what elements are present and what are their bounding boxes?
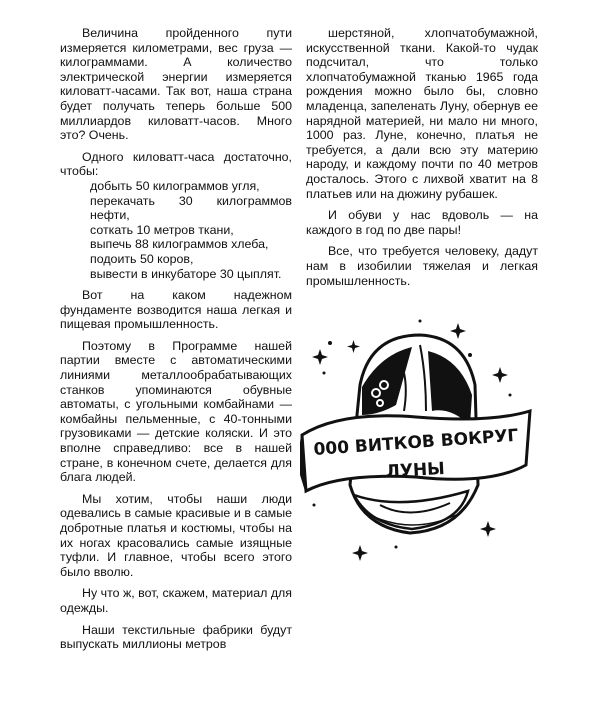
star-icon xyxy=(492,367,508,383)
ribbon-text-line2: ЛУНЫ xyxy=(385,458,446,482)
star-icon xyxy=(347,340,360,353)
star-icon xyxy=(312,349,328,365)
list-item: соткать 10 метров ткани, xyxy=(90,222,234,237)
paragraph: Наши текстильные фабрики будут выпускать миллионы метров xyxy=(60,622,292,652)
ribbon-text-line1: 000 ВИТКОВ ВОКРУГ xyxy=(312,425,519,460)
star-icon xyxy=(480,521,496,537)
moon-wrapped-drawing xyxy=(300,315,532,565)
list-item: перекачать 30 килограммов нефти, xyxy=(90,193,292,223)
kwh-list xyxy=(60,179,292,281)
list-item: добыть 50 килограммов угля, xyxy=(90,178,260,193)
paragraph: Вот на каком надежном фундаменте возводится наша легкая и пищевая промышленность. xyxy=(60,288,292,332)
star-icon xyxy=(352,545,368,561)
list-item: выпечь 88 килограммов хлеба, xyxy=(90,237,269,252)
paragraph: Мы хотим, чтобы наши люди одевались в самые красивые и в самые добротные платья и костюмы, чтобы на их ногах красовались самые изящные туфли. И главное, чтобы всего этого было вволю. xyxy=(60,491,292,579)
list-item: подоить 50 коров, xyxy=(90,251,194,266)
right-column xyxy=(306,26,538,288)
moon-illustration xyxy=(300,315,532,565)
star-icon xyxy=(450,323,466,339)
paragraph: Одного киловатт-часа достаточно, чтобы: xyxy=(60,149,292,179)
paragraph: Все, что требуется человеку, дадут нам в изобилии тяжелая и легкая промышленность. xyxy=(306,244,538,288)
paragraph: шерстяной, хлопчатобумажной, искусственной ткани. Какой-то чудак подсчитал, что только хлопчатобумажной тканью 1965 года рождения можно было бы, словно младенца, запеленать Луну, обернув ее нарядной материей, ни мало ни много, 1000 раз. Луне, конечно, платья не требуется, а дали всю эту материю народу, и каждому почти по 40 метров досталось. Этого с лихвой хватит на 8 платьев или на дюжину рубашек. xyxy=(306,26,538,201)
paragraph: И обуви у нас вдоволь — на каждого в год по две пары! xyxy=(306,208,538,237)
list-item: вывести в инкубаторе 30 цыплят. xyxy=(90,266,282,281)
paragraph: Ну что ж, вот, скажем, материал для одежды. xyxy=(60,586,292,615)
paragraph: Величина пройденного пути измеряется километрами, вес груза — килограммами. А количество электрической энергии измеряется киловатт-часами. Так вот, наша страна будет получать теперь больше 500 миллиардов киловатт-часов. Много это? Очень. xyxy=(60,26,292,143)
paragraph: Поэтому в Программе нашей партии вместе с автоматическими линиями металлообрабатывающих станков упоминаются обувные автоматы, с угольными комбайнами — комбайны пельменные, с 40-тонными грузовиками — детские коляски. И это вполне справедливо: все в нашей стране, в конечном счете, делается для блага людей. xyxy=(60,338,292,485)
left-column xyxy=(60,26,292,652)
